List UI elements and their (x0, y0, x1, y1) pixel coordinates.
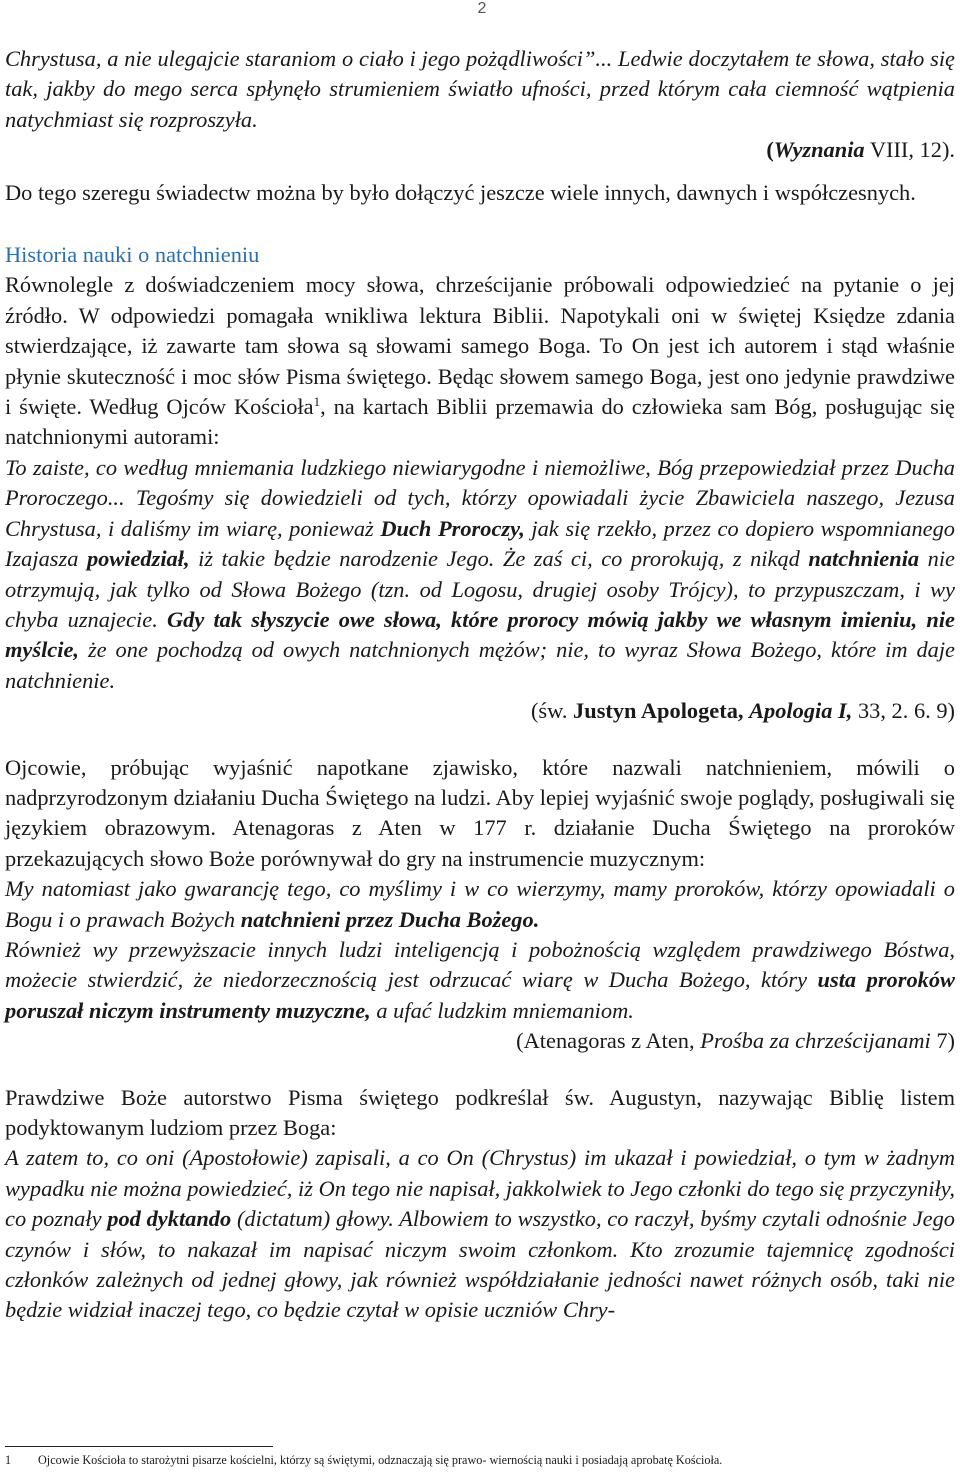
section-paragraph-2: Ojcowie, próbując wyjaśnić napotkane zjawisko, które nazwali natchnieniem, mówili o nadprzyrodzonym działaniu Ducha Świętego na ludzi. Aby lepiej wyjaśnić swoje poglądy, posługiwali się językiem obrazowym. Atenagoras z Aten w 177 r. działanie Ducha Świętego na proroków przekazujących słowo Boże porównywał do gry na instrumencie muzycznym: (5, 754, 955, 871)
justin-cite-title: Apologia I, (749, 698, 853, 724)
athenagoras-part-1: My natomiast jako gwarancję tego, co myślimy i w co wierzymy, mamy proroków, którzy opowiadali o Bogu i o prawach Bożych (5, 876, 955, 932)
athenagoras-cite-open: (Atenagoras z Aten, (516, 1028, 701, 1054)
athenagoras-quote-1 (5, 874, 955, 935)
athenagoras-bold-1: natchnieni przez Ducha Bożego. (240, 906, 540, 932)
citation-title: Wyznania (773, 137, 865, 163)
para1-text: Równolegle z doświadczeniem mocy słowa, chrześcijanie próbowali odpowiedzieć na pytanie o jej źródło. W odpowiedzi pomagała wnikliwa lektura Biblii. Napotykali oni w świętej Księdze zdania stwierdzające, iż zawarte tam słowa są słowami samego Boga. To On jest ich autorem i stąd właśnie płynie skuteczność i moc słów Pisma świętego. Będąc słowem samego Boga, jest ono jedynie prawdziwe i święte. Według Ojców Kościoła (5, 272, 955, 420)
augustine-quote (5, 1143, 955, 1325)
athenagoras-quote-2 (5, 935, 955, 1026)
justin-quote-part-2: jak się rzekło, przez co dopiero wspomnianego Izajasza (5, 515, 955, 572)
footnote-text: Ojcowie Kościoła to starożytni pisarze kościelni, którzy są świętymi, odznaczają się prawo- wiernością nauki i posiadają aprobatę Kościoła. (38, 1453, 723, 1467)
section-heading: Historia nauki o natchnieniu (5, 242, 260, 268)
athenagoras-cite-rest: 7) (930, 1028, 955, 1054)
page-number: 2 (477, 0, 487, 17)
athenagoras-cite-title: Prośba za chrześcijanami (700, 1028, 931, 1054)
augustine-part-1: A zatem to, co oni (Apostołowie) zapisali, a co On (Chrystus) im ukazał i powiedział, o tym w żadnym wypadku nie można powiedzieć, iż On tego nie napisał, jakkolwiek to Jego członki do tego się przyczyniły, co poznały (5, 1145, 955, 1232)
para1-end: , na kartach Biblii przemawia do człowieka sam Bóg, posługując się natchnionymi autorami: (5, 394, 955, 450)
section-paragraph-3: Prawdziwe Boże autorstwo Pisma świętego podkreślał św. Augustyn, nazywając Biblię listem podyktowanym ludziom przez Boga: (5, 1084, 955, 1140)
athenagoras-part-2: Również wy przewyższacie innych ludzi inteligencją i pobożnością względem prawdziwego Bóstwa, możecie stwierdzić, że niedorzecznością jest odrzucać wiarę w Ducha Bożego, który (5, 936, 955, 993)
intro-paragraph: Do tego szeregu świadectw można by było dołączyć jeszcze wiele innych, dawnych i współczesnych. (5, 179, 916, 205)
confessions-citation (5, 135, 955, 165)
justin-quote-bold-3: natchnienia (808, 546, 920, 572)
justin-quote (5, 453, 955, 696)
justin-quote-part-1: To zaiste, co według mniemania ludzkiego niewiarygodne i niemożliwe, Bóg przepowiedział przez Ducha Proroczego... Tegośmy się dowiedzieli od tych, którzy opowiadali życie Zbawiciela naszego, Jezusa Chrystusa, i daliśmy im wiarę, ponieważ (5, 454, 955, 541)
citation-paren: ( (766, 137, 774, 163)
footnote (5, 1452, 960, 1468)
justin-cite-author: Justyn Apologeta, (573, 698, 744, 724)
justin-cite-open: (św. (530, 698, 574, 724)
footnote-number: 1 (5, 1453, 12, 1467)
citation-rest: VIII, 12). (864, 137, 955, 163)
justin-citation (5, 696, 955, 726)
athenagoras-citation (5, 1026, 955, 1056)
justin-quote-bold-4: Gdy tak słyszycie owe słowa, które prorocy mówią jakby we własnym imieniu, nie myślcie, (5, 606, 955, 663)
augustine-confessions-quote: Chrystusa, a nie ulegajcie staraniom o ciało i jego pożądliwości”... Ledwie doczytałem te słowa, stało się tak, jakby do mego serca spłynęło strumieniem światło ufności, przed którym cała ciemność wątpienia natychmiast się rozproszyła. (5, 46, 955, 132)
document-body (5, 44, 955, 1326)
section-paragraph-1 (5, 270, 955, 452)
footnote-divider (5, 1446, 273, 1447)
justin-quote-part-5: że one pochodzą od owych natchnionych mężów; nie, to wyraz Słowa Bożego, które im daje natchnienie. (5, 637, 955, 693)
athenagoras-bold-2: usta proroków poruszał niczym instrumenty muzyczne, (5, 967, 955, 1023)
augustine-part-2: (dictatum) głowy. Albowiem to wszystko, co raczył, byśmy czytali odnośnie Jego czynów i słów, to nakazał im napisać niczym swoim członkom. Kto zrozumie tajemnicę zgodności członków zależnych od jednej głowy, jak również współdziałanie jedności nawet różnych osób, taki nie będzie widział inaczej tego, co będzie czytał w opisie uczniów Chry- (5, 1206, 955, 1323)
justin-quote-bold-2: powiedział, (86, 546, 190, 572)
footnote-ref[interactable]: 1 (313, 394, 321, 410)
justin-cite-rest: 33, 2. 6. 9) (852, 698, 955, 724)
augustine-bold-1: pod dyktando (107, 1206, 232, 1232)
justin-quote-bold-1: Duch Proroczy, (380, 515, 525, 541)
justin-quote-part-3: iż takie będzie narodzenie Jego. Że zaś ci, co prorokują, z nikąd (189, 546, 809, 572)
athenagoras-part-3: a ufać ludzkim mniemaniom. (370, 997, 634, 1023)
justin-quote-part-4: nie otrzymują, jak tylko od Słowa Bożego (tzn. od Logosu, drugiej osoby Trójcy), to przypuszczam, i wy chyba uznajecie. (5, 546, 955, 632)
